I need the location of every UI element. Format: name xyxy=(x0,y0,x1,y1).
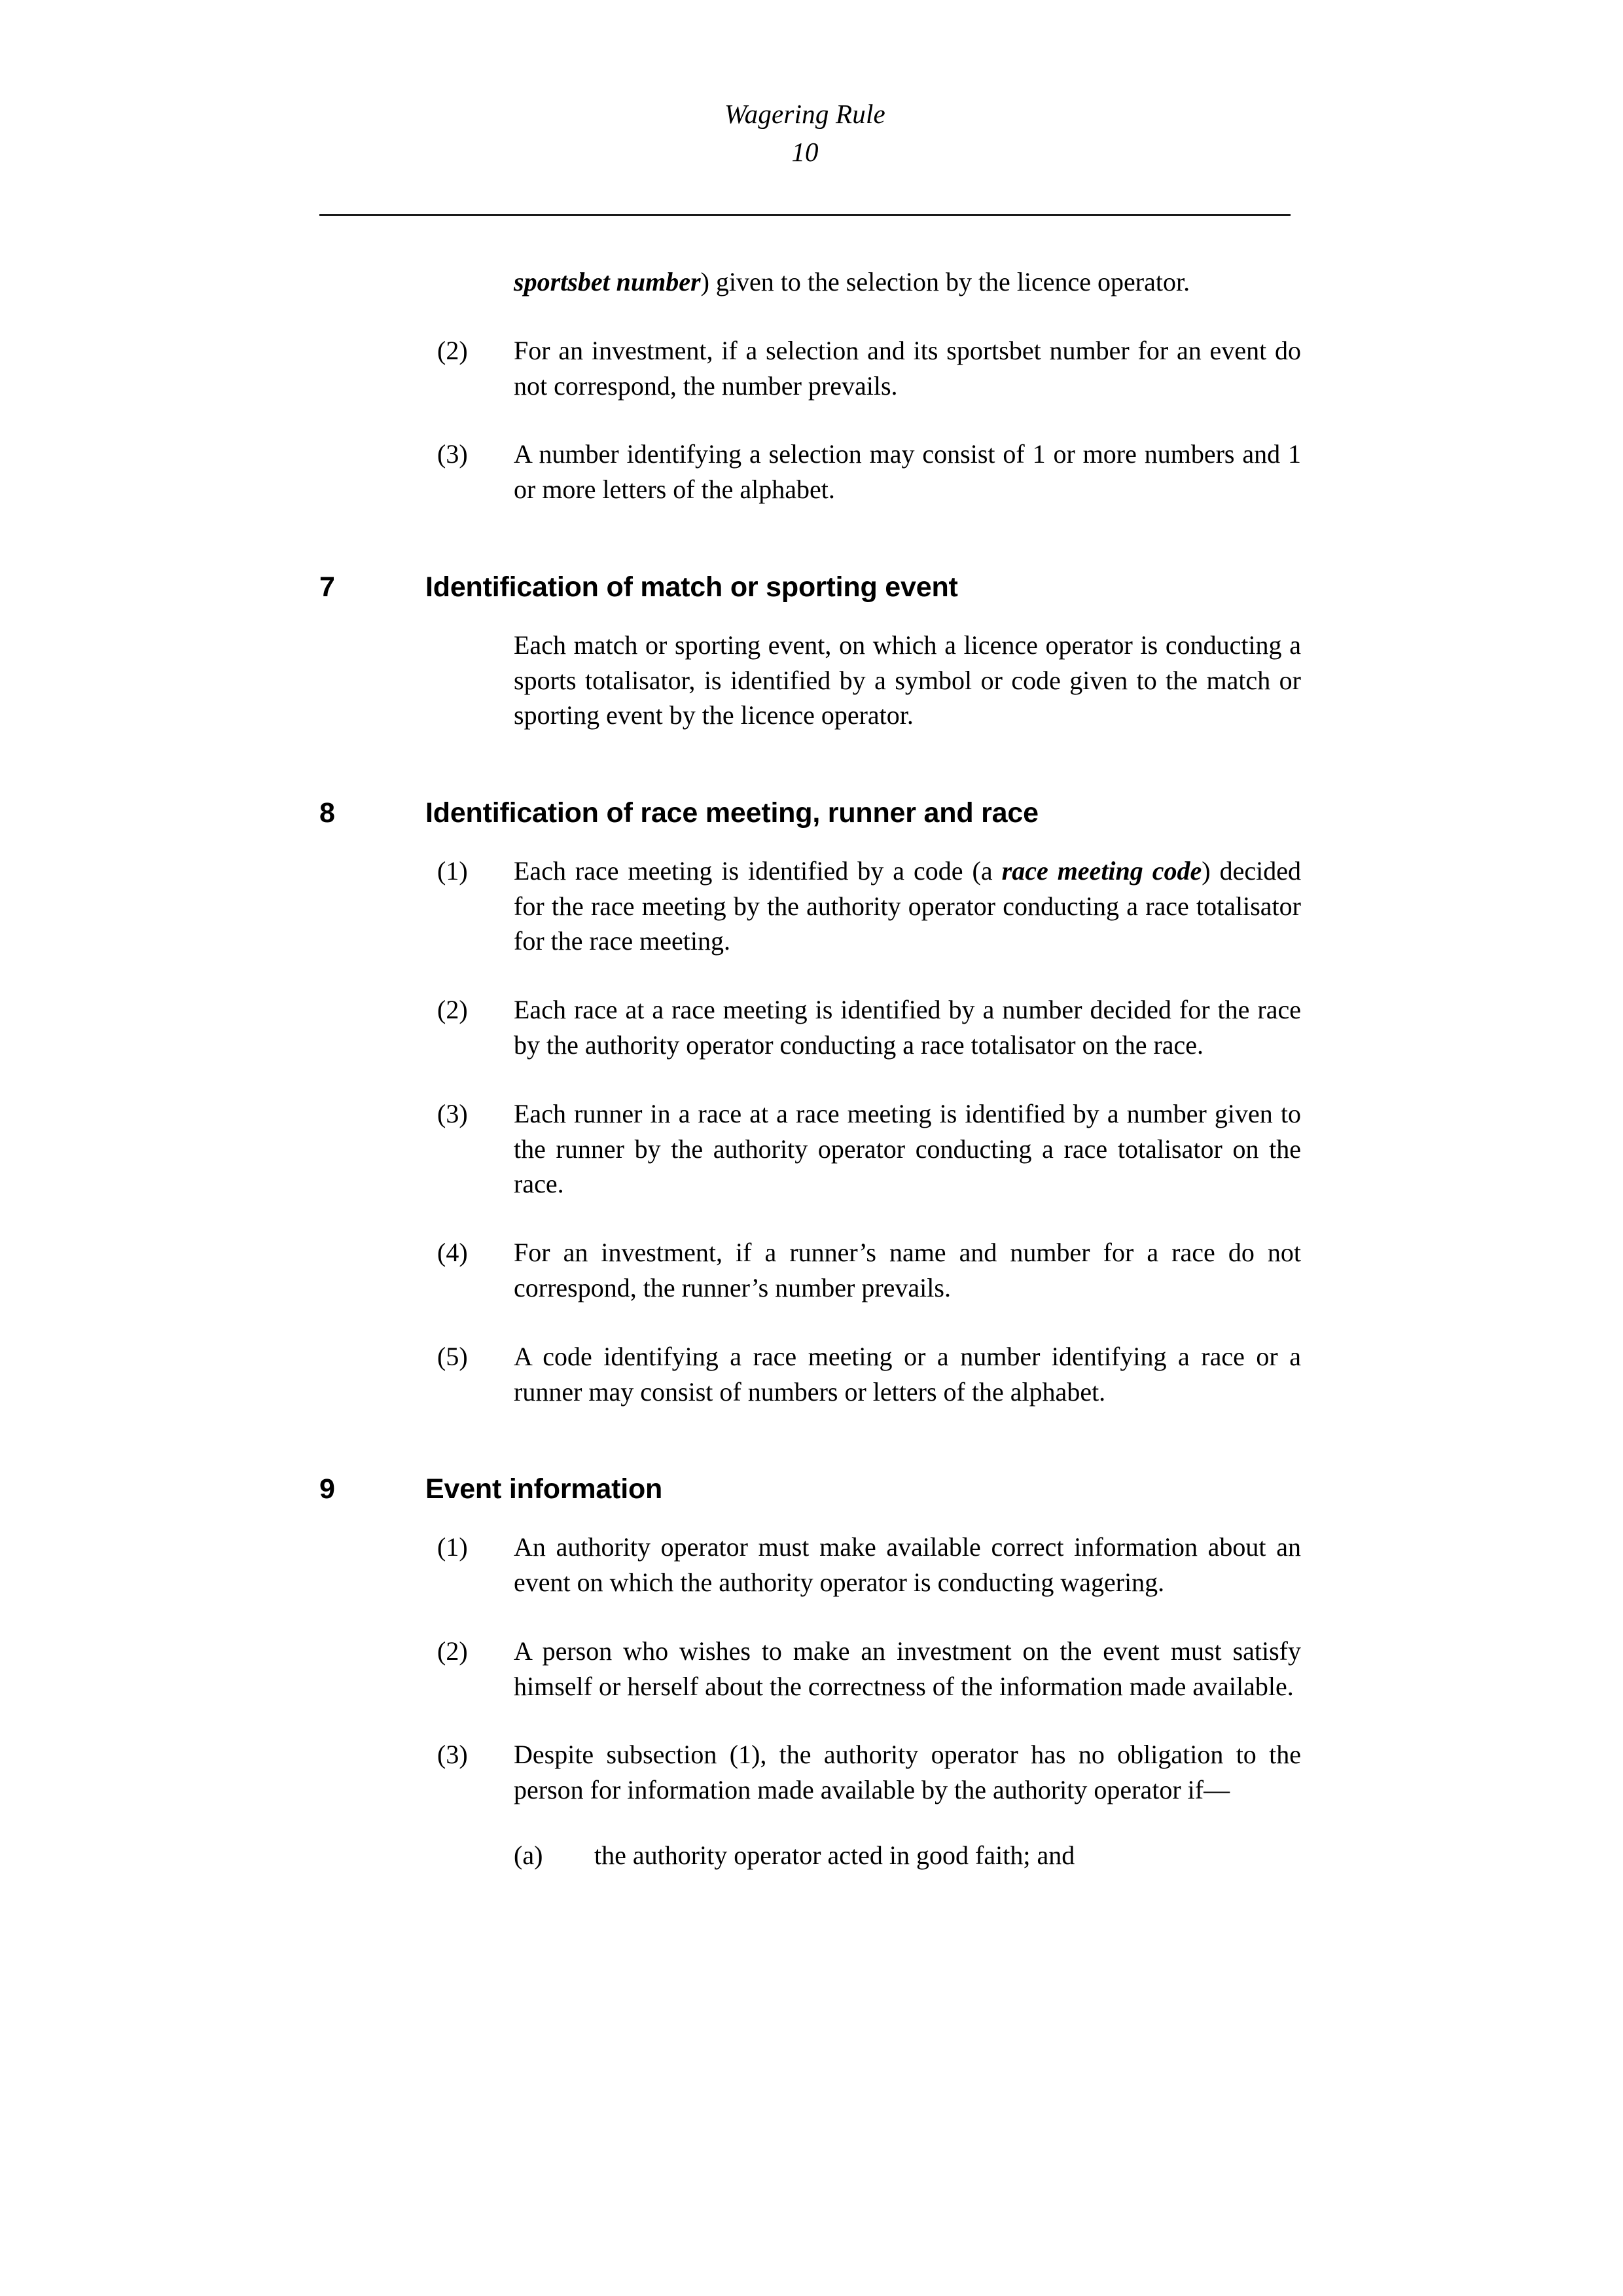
clause-row xyxy=(437,1235,1301,1306)
clause-text-after: ) decided for the race meeting by the authority operator conducting a race totalisator for the race meeting. xyxy=(514,855,1301,956)
section-heading-7 xyxy=(319,570,1301,605)
clause-text: For an investment, if a runner’s name and number for a race do not correspond, the runner’s number prevails. xyxy=(514,1238,1301,1303)
clause-marker: (3) xyxy=(437,439,468,469)
clause-text: A person who wishes to make an investment on the event must satisfy himself or herself about the correctness of the information made available. xyxy=(514,1636,1301,1701)
section-title: Identification of match or sporting event xyxy=(425,571,958,603)
section-number: 9 xyxy=(319,1473,335,1505)
clause-text: For an investment, if a selection and its sportsbet number for an event do not correspond, the number prevails. xyxy=(514,335,1301,401)
clause-row xyxy=(437,1339,1301,1410)
paragraph-row xyxy=(514,1838,1301,1873)
clause-text xyxy=(514,853,1301,959)
section-heading-9 xyxy=(319,1472,1301,1507)
clause-row xyxy=(437,1530,1301,1600)
header-divider xyxy=(319,214,1291,216)
defined-term-race-meeting-code: race meeting code xyxy=(1001,855,1202,886)
clause-text: A code identifying a race meeting or a number identifying a race or a runner may consist of numbers or letters of the alphabet. xyxy=(514,1341,1301,1407)
clause-row xyxy=(437,1634,1301,1704)
clause-text: A number identifying a selection may consist of 1 or more numbers and 1 or more letters of the alphabet. xyxy=(514,439,1301,505)
clause-marker: (1) xyxy=(437,855,468,886)
clause-text-before: Each race meeting is identified by a code (a xyxy=(514,855,1002,886)
clause-marker: (2) xyxy=(437,335,468,365)
clause-marker: (3) xyxy=(437,1740,468,1770)
section-number: 7 xyxy=(319,571,335,603)
section-lead-text: Each match or sporting event, on which a licence operator is conducting a sports totalisator, is identified by a symbol or code given to the match or sporting event by the licence operator. xyxy=(514,630,1301,730)
clause-row xyxy=(437,333,1301,404)
document-body xyxy=(319,264,1301,1873)
clause-marker: (2) xyxy=(437,995,468,1025)
clause-text: Each runner in a race at a race meeting is identified by a number given to the runner by the authority operator conducting a race totalisator on the race. xyxy=(514,1098,1301,1199)
paragraph-text: the authority operator acted in good faith; and xyxy=(594,1840,1075,1870)
page-header xyxy=(319,98,1291,168)
section-title: Identification of race meeting, runner and race xyxy=(425,797,1039,829)
section-number: 8 xyxy=(319,797,335,829)
section-title: Event information xyxy=(425,1473,663,1505)
defined-term-sportsbet-number: sportsbet number xyxy=(514,267,701,296)
clause-marker: (1) xyxy=(437,1532,468,1562)
clause-marker: (4) xyxy=(437,1238,468,1268)
clause-row xyxy=(437,1096,1301,1202)
clause-row xyxy=(437,992,1301,1063)
clause-row xyxy=(437,853,1301,959)
continuation-text: ) given to the selection by the licence operator. xyxy=(700,267,1190,296)
clause-marker: (5) xyxy=(437,1341,468,1371)
paragraph-marker: (a) xyxy=(514,1840,543,1870)
header-title: Wagering Rule xyxy=(724,99,885,129)
clause-marker: (3) xyxy=(437,1098,468,1128)
clause-text: Each race at a race meeting is identified by a number decided for the race by the authority operator conducting a race totalisator on the race. xyxy=(514,995,1301,1060)
clause-row xyxy=(437,1737,1301,1808)
header-page-number: 10 xyxy=(791,137,819,168)
clause-marker: (2) xyxy=(437,1636,468,1666)
clause-row xyxy=(437,437,1301,507)
section-heading-8 xyxy=(319,796,1301,831)
clause-text: An authority operator must make available correct information about an event on which the authority operator is conducting wagering. xyxy=(514,1532,1301,1597)
continuation-paragraph xyxy=(514,264,1301,300)
clause-text: Despite subsection (1), the authority operator has no obligation to the person for information made available by the authority operator if— xyxy=(514,1740,1301,1805)
